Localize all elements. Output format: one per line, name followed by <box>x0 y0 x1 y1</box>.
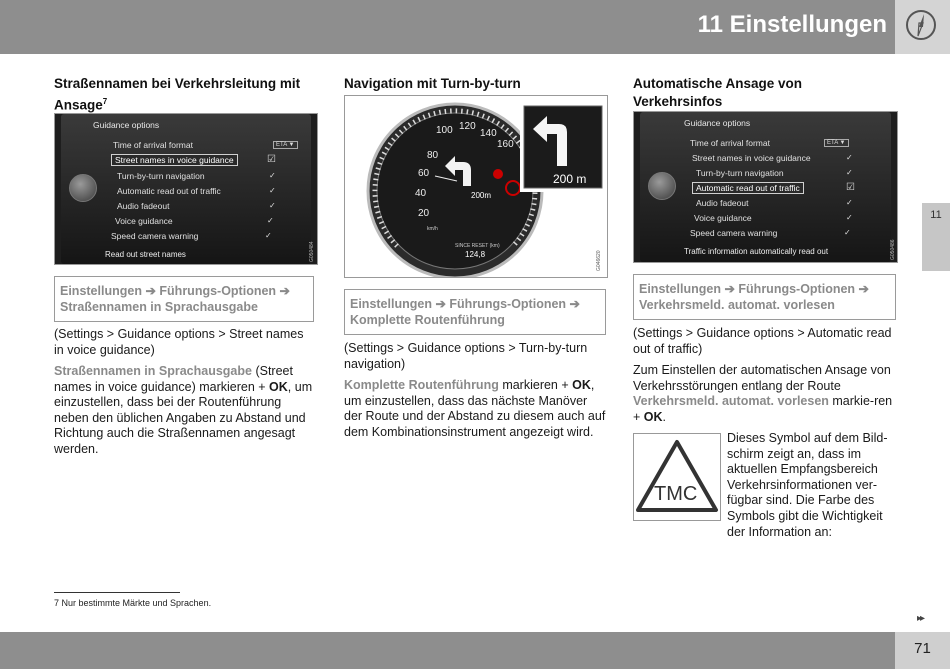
check-icon: ✓ <box>846 168 853 177</box>
settings-path-text: (Settings > Guidance options > Automatic read out of traffic) <box>633 326 892 356</box>
inset-distance: 200 m <box>553 172 587 186</box>
page-footer <box>0 632 950 669</box>
ok-text: OK <box>643 409 663 424</box>
instrument-cluster-image <box>344 95 608 278</box>
check-icon: ✓ <box>269 171 276 180</box>
tmc-warning-icon <box>634 434 720 520</box>
text: (Street names in voice guidance) markieren + <box>54 364 293 394</box>
tmc-label: TMC <box>654 483 698 505</box>
menu-item: Voice guidance <box>694 213 752 223</box>
section-heading <box>54 75 316 114</box>
menu-path-box <box>344 289 606 335</box>
highlight-text: Verkehrsmeld. automat. vorlesen <box>633 394 829 409</box>
menu-item: Time of arrival format <box>690 138 770 148</box>
checkbox-icon: ☑ <box>846 182 855 193</box>
trip-label: SINCE RESET (km) <box>455 243 500 249</box>
menu-item: Street names in voice guidance <box>692 153 811 163</box>
control-knob <box>69 174 97 202</box>
path-part: Einstellungen <box>639 282 721 296</box>
path-part: Führungs-Optionen <box>449 297 567 311</box>
arrow-icon: ➔ <box>145 284 156 298</box>
screen-title: Guidance options <box>93 120 160 130</box>
tick-label: 80 <box>427 150 439 161</box>
tick-label: 160 <box>497 139 514 150</box>
arrow-icon: ➔ <box>569 297 581 311</box>
eta-dropdown: ETA ▼ <box>824 139 849 147</box>
section-heading: Automatische Ansage von Verkehrsinfos <box>633 76 803 109</box>
checkbox-icon: ☑ <box>267 154 276 165</box>
path-part: Führungs-Optionen <box>159 284 277 298</box>
menu-item: Turn-by-turn navigation <box>117 171 205 181</box>
page-number: 71 <box>914 640 931 657</box>
settings-path-text: (Settings > Guidance options > Street names in voice guidance) <box>54 327 304 357</box>
menu-item: Time of arrival format <box>113 140 193 150</box>
tick-label: 60 <box>418 168 430 179</box>
next-page-icon: ▸▸ <box>917 613 924 624</box>
check-icon: ✓ <box>846 198 853 207</box>
path-part: Einstellungen <box>60 284 142 298</box>
check-icon: ✓ <box>846 213 853 222</box>
arrow-icon: ➔ <box>724 282 735 296</box>
body-text <box>54 364 318 458</box>
highlight-text: Straßennamen in Sprachausgabe <box>54 364 252 378</box>
image-id: G050486 <box>890 239 896 260</box>
arrow-icon: ➔ <box>858 282 870 296</box>
check-icon: ✓ <box>265 231 272 240</box>
compass-tab <box>895 0 950 54</box>
check-icon: ✓ <box>269 186 276 195</box>
arrow-icon: ➔ <box>279 284 291 298</box>
menu-path-box <box>54 276 314 322</box>
path-part: Einstellungen <box>350 297 432 311</box>
tick-label: 40 <box>415 188 427 199</box>
control-knob <box>648 172 676 200</box>
check-icon: ✓ <box>267 216 274 225</box>
text: , um einzustellen, dass das nächste Manöver der Route und der Abstand zu diesem auch auf dem Kombinationsinstrument angezeigt wird. <box>344 378 606 439</box>
menu-path-box <box>633 274 896 320</box>
check-icon: ✓ <box>269 201 276 210</box>
heading-text: Straßennamen bei Verkehrsleitung mit Ansage <box>54 76 301 112</box>
footnote-divider <box>54 592 180 593</box>
page-header <box>0 0 950 54</box>
path-part: Verkehrsmeld. automat. vorlesen <box>639 298 835 312</box>
path-part: Führungs-Optionen <box>738 282 856 296</box>
screen-footer: Read out street names <box>105 250 186 259</box>
column-street-names <box>54 75 316 114</box>
arrow-icon: ➔ <box>435 297 446 311</box>
check-icon: ✓ <box>846 153 853 162</box>
menu-item: Turn-by-turn navigation <box>696 168 784 178</box>
image-id: G046620 <box>596 250 602 271</box>
trip-value: 124,8 <box>465 250 486 259</box>
distance-label: 200m <box>471 191 492 200</box>
footnote-text: 7 Nur bestimmte Märkte und Sprachen. <box>54 598 212 608</box>
column-traffic-info <box>633 75 895 110</box>
body-text <box>344 378 608 440</box>
text: . <box>662 409 667 424</box>
unit-label: km/h <box>427 226 438 232</box>
chapter-title: 11 Einstellungen <box>697 11 887 38</box>
section-heading: Navigation mit Turn-by-turn <box>344 76 521 91</box>
text: Zum Einstellen der automatischen Ansage von Verkehrsstörungen entlang der Route <box>633 363 891 393</box>
screen-footer: Traffic information automatically read out <box>684 247 829 256</box>
tick-label: 20 <box>418 208 430 219</box>
highlight-text: Komplette Routenführung <box>344 378 499 392</box>
chapter-side-tab <box>922 203 950 271</box>
tick-label: 120 <box>459 121 476 132</box>
column-turn-by-turn <box>344 75 606 93</box>
menu-item-selected: Street names in voice guidance <box>111 154 238 166</box>
ok-text: OK <box>572 378 591 392</box>
guidance-options-screenshot <box>54 113 318 265</box>
path-part: Straßennamen in Sprachausgabe <box>60 300 258 314</box>
check-icon: ✓ <box>844 228 851 237</box>
image-id: G050484 <box>309 241 315 262</box>
compass-icon <box>895 0 950 54</box>
settings-path-text: (Settings > Guidance options > Turn-by-turn navigation) <box>344 341 588 371</box>
menu-item: Voice guidance <box>115 216 173 226</box>
footnote-ref: 7 <box>102 96 108 106</box>
menu-item: Speed camera warning <box>690 228 778 238</box>
text: markieren + <box>498 378 573 392</box>
body-text: Dieses Symbol auf dem Bild-schirm zeigt an, dass im aktuellen Empfangsbereich Verkehrsinformationen ver-fügbar sind. Die Farbe des Symbols gibt die Wichtigkeit der Information an: <box>727 431 888 539</box>
tmc-symbol-box <box>633 433 721 521</box>
menu-item: Audio fadeout <box>696 198 749 208</box>
guidance-options-screenshot <box>633 111 898 263</box>
text: , um einzustellen, dass bei der Routenführung neben den üblichen Angaben zu Abstand und Richtung auch die Straßennamen angesagt werden. <box>54 379 313 456</box>
path-part: Komplette Routenführung <box>350 313 505 327</box>
screen-title: Guidance options <box>684 118 751 128</box>
menu-item: Audio fadeout <box>117 201 170 211</box>
side-tab-label: 11 <box>930 209 942 221</box>
text: markie-ren + <box>633 394 893 424</box>
ok-text: OK <box>269 379 288 394</box>
menu-item: Automatic read out of traffic <box>117 186 221 196</box>
body-text <box>633 363 895 425</box>
tick-label: 140 <box>480 128 497 139</box>
eta-dropdown: ETA ▼ <box>273 141 298 149</box>
menu-item-selected: Automatic read out of traffic <box>692 182 804 194</box>
menu-item: Speed camera warning <box>111 231 199 241</box>
tick-label: 100 <box>436 125 453 136</box>
